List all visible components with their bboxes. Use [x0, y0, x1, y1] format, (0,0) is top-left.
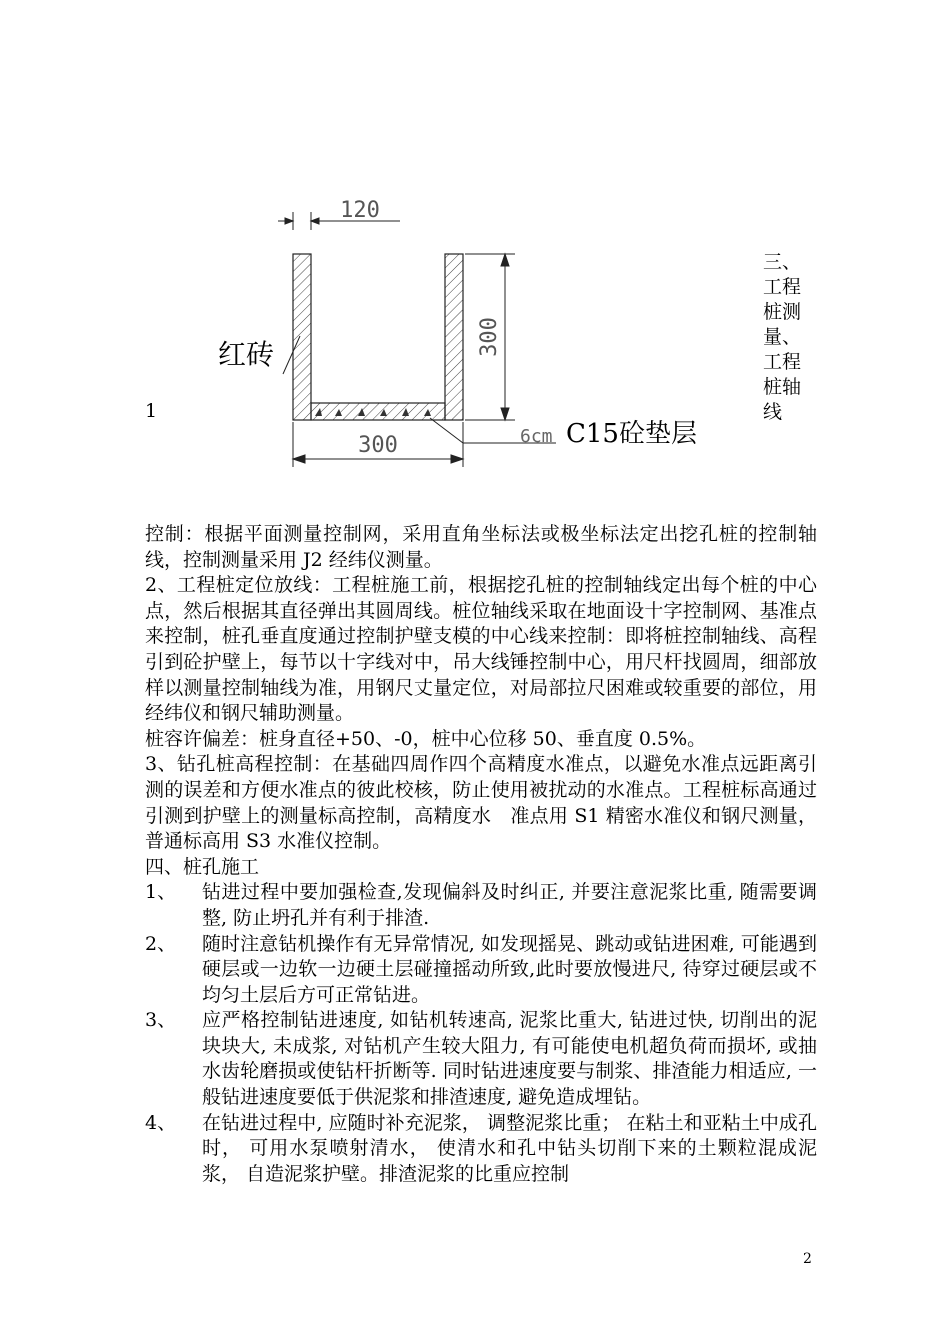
list-item: [145, 1111, 817, 1188]
dim-120: [278, 212, 400, 230]
list-item: [145, 1008, 817, 1110]
dim-height-label: 300: [477, 317, 502, 357]
base-thickness-label: 6cm: [520, 426, 553, 447]
vertical-section-heading: 三、工程桩测量、工程桩轴线: [763, 251, 802, 423]
list-item-number: 3、: [145, 1009, 177, 1032]
dim-120-label: 120: [340, 198, 380, 223]
list-item-text: 随时注意钻机操作有无异常情况, 如发现摇晃、跳动或钻进困难, 可能遇到硬层或一边软一边硬土层碰撞摇动所致,此时要放慢进尺, 待穿过硬层或不均匀土层后方可正常钻进。: [202, 932, 817, 1006]
body-text: [145, 522, 817, 1187]
page-number: 2: [803, 1251, 812, 1267]
base-layer-label: C15砼垫层: [566, 419, 697, 449]
section-heading-drilling: 四、桩孔施工: [145, 855, 260, 878]
list-item-number: 4、: [145, 1111, 177, 1134]
list-item-number: 1、: [145, 881, 177, 904]
paragraph-elevation-control: 3、钻孔桩高程控制：在基础四周作四个高精度水准点，以避免水准点远距离引测的误差和方便水准点的彼此校核，防止使用被扰动的水准点。工程桩标高通过引测到护壁上的测量标高控制，高精度水 准点用 S1 精密水准仪和钢尺测量，普通标高用 S3 水准仪控制。: [145, 753, 817, 853]
paragraph-pile-layout: 2、工程桩定位放线：工程桩施工前，根据挖孔桩的控制轴线定出每个桩的中心点，然后根据其直径弹出其圆周线。桩位轴线采取在地面设十字控制网、基准点来控制，桩孔垂直度通过控制护壁支模的中心线来控制：即将桩控制轴线、高程引到砼护壁上，每节以十字线对中，吊大线锤控制中心，用尺杆找圆周，细部放样以测量控制轴线为准，用钢尺丈量定位，对局部拉尺困难或较重要的部位，用经纬仪和钢尺辅助测量。: [145, 574, 817, 725]
list-item-text: 应严格控制钻进速度, 如钻机转速高, 泥浆比重大, 钻进过快, 切削出的泥块块大, 未成浆, 对钻机产生较大阻力, 有可能使电机超负荷而损坏, 或抽水齿轮磨损或使钻杆折断等. 同时钻进速度要与制浆、排渣能力相适应, 一般钻进速度要低于供泥浆和排渣速度, 避免造成埋钻。: [202, 1009, 817, 1109]
figure-number: 1: [145, 400, 158, 422]
list-item-text: 钻进过程中要加强检查,发现偏斜及时纠正, 并要注意泥浆比重, 随需要调整, 防止坍孔并有利于排渣.: [202, 881, 817, 929]
brick-label: 红砖: [218, 338, 275, 371]
paragraph-tolerance: 桩容许偏差：桩身直径+50、-0，桩中心位移 50、垂直度 0.5%。: [145, 727, 707, 750]
list-item: [145, 932, 817, 1009]
list-item: [145, 880, 817, 931]
paragraph-axis-control: 控制：根据平面测量控制网，采用直角坐标法或极坐标法定出挖孔桩的控制轴线，控制测量采用 J2 经纬仪测量。: [145, 523, 817, 571]
list-item-text: 在钻进过程中, 应随时补充泥浆， 调整泥浆比重； 在粘土和亚粘土中成孔时， 可用水泵喷射清水， 使清水和孔中钻头切削下来的土颗粒混成泥浆， 自造泥浆护壁。排渣泥浆的比重应控制: [202, 1111, 817, 1185]
list-item-number: 2、: [145, 932, 177, 955]
left-brick-wall: [293, 254, 311, 420]
right-brick-wall: [445, 254, 463, 420]
dim-width-label: 300: [358, 433, 398, 458]
pit-section-drawing: [200, 185, 720, 475]
base-layer: [311, 403, 445, 420]
